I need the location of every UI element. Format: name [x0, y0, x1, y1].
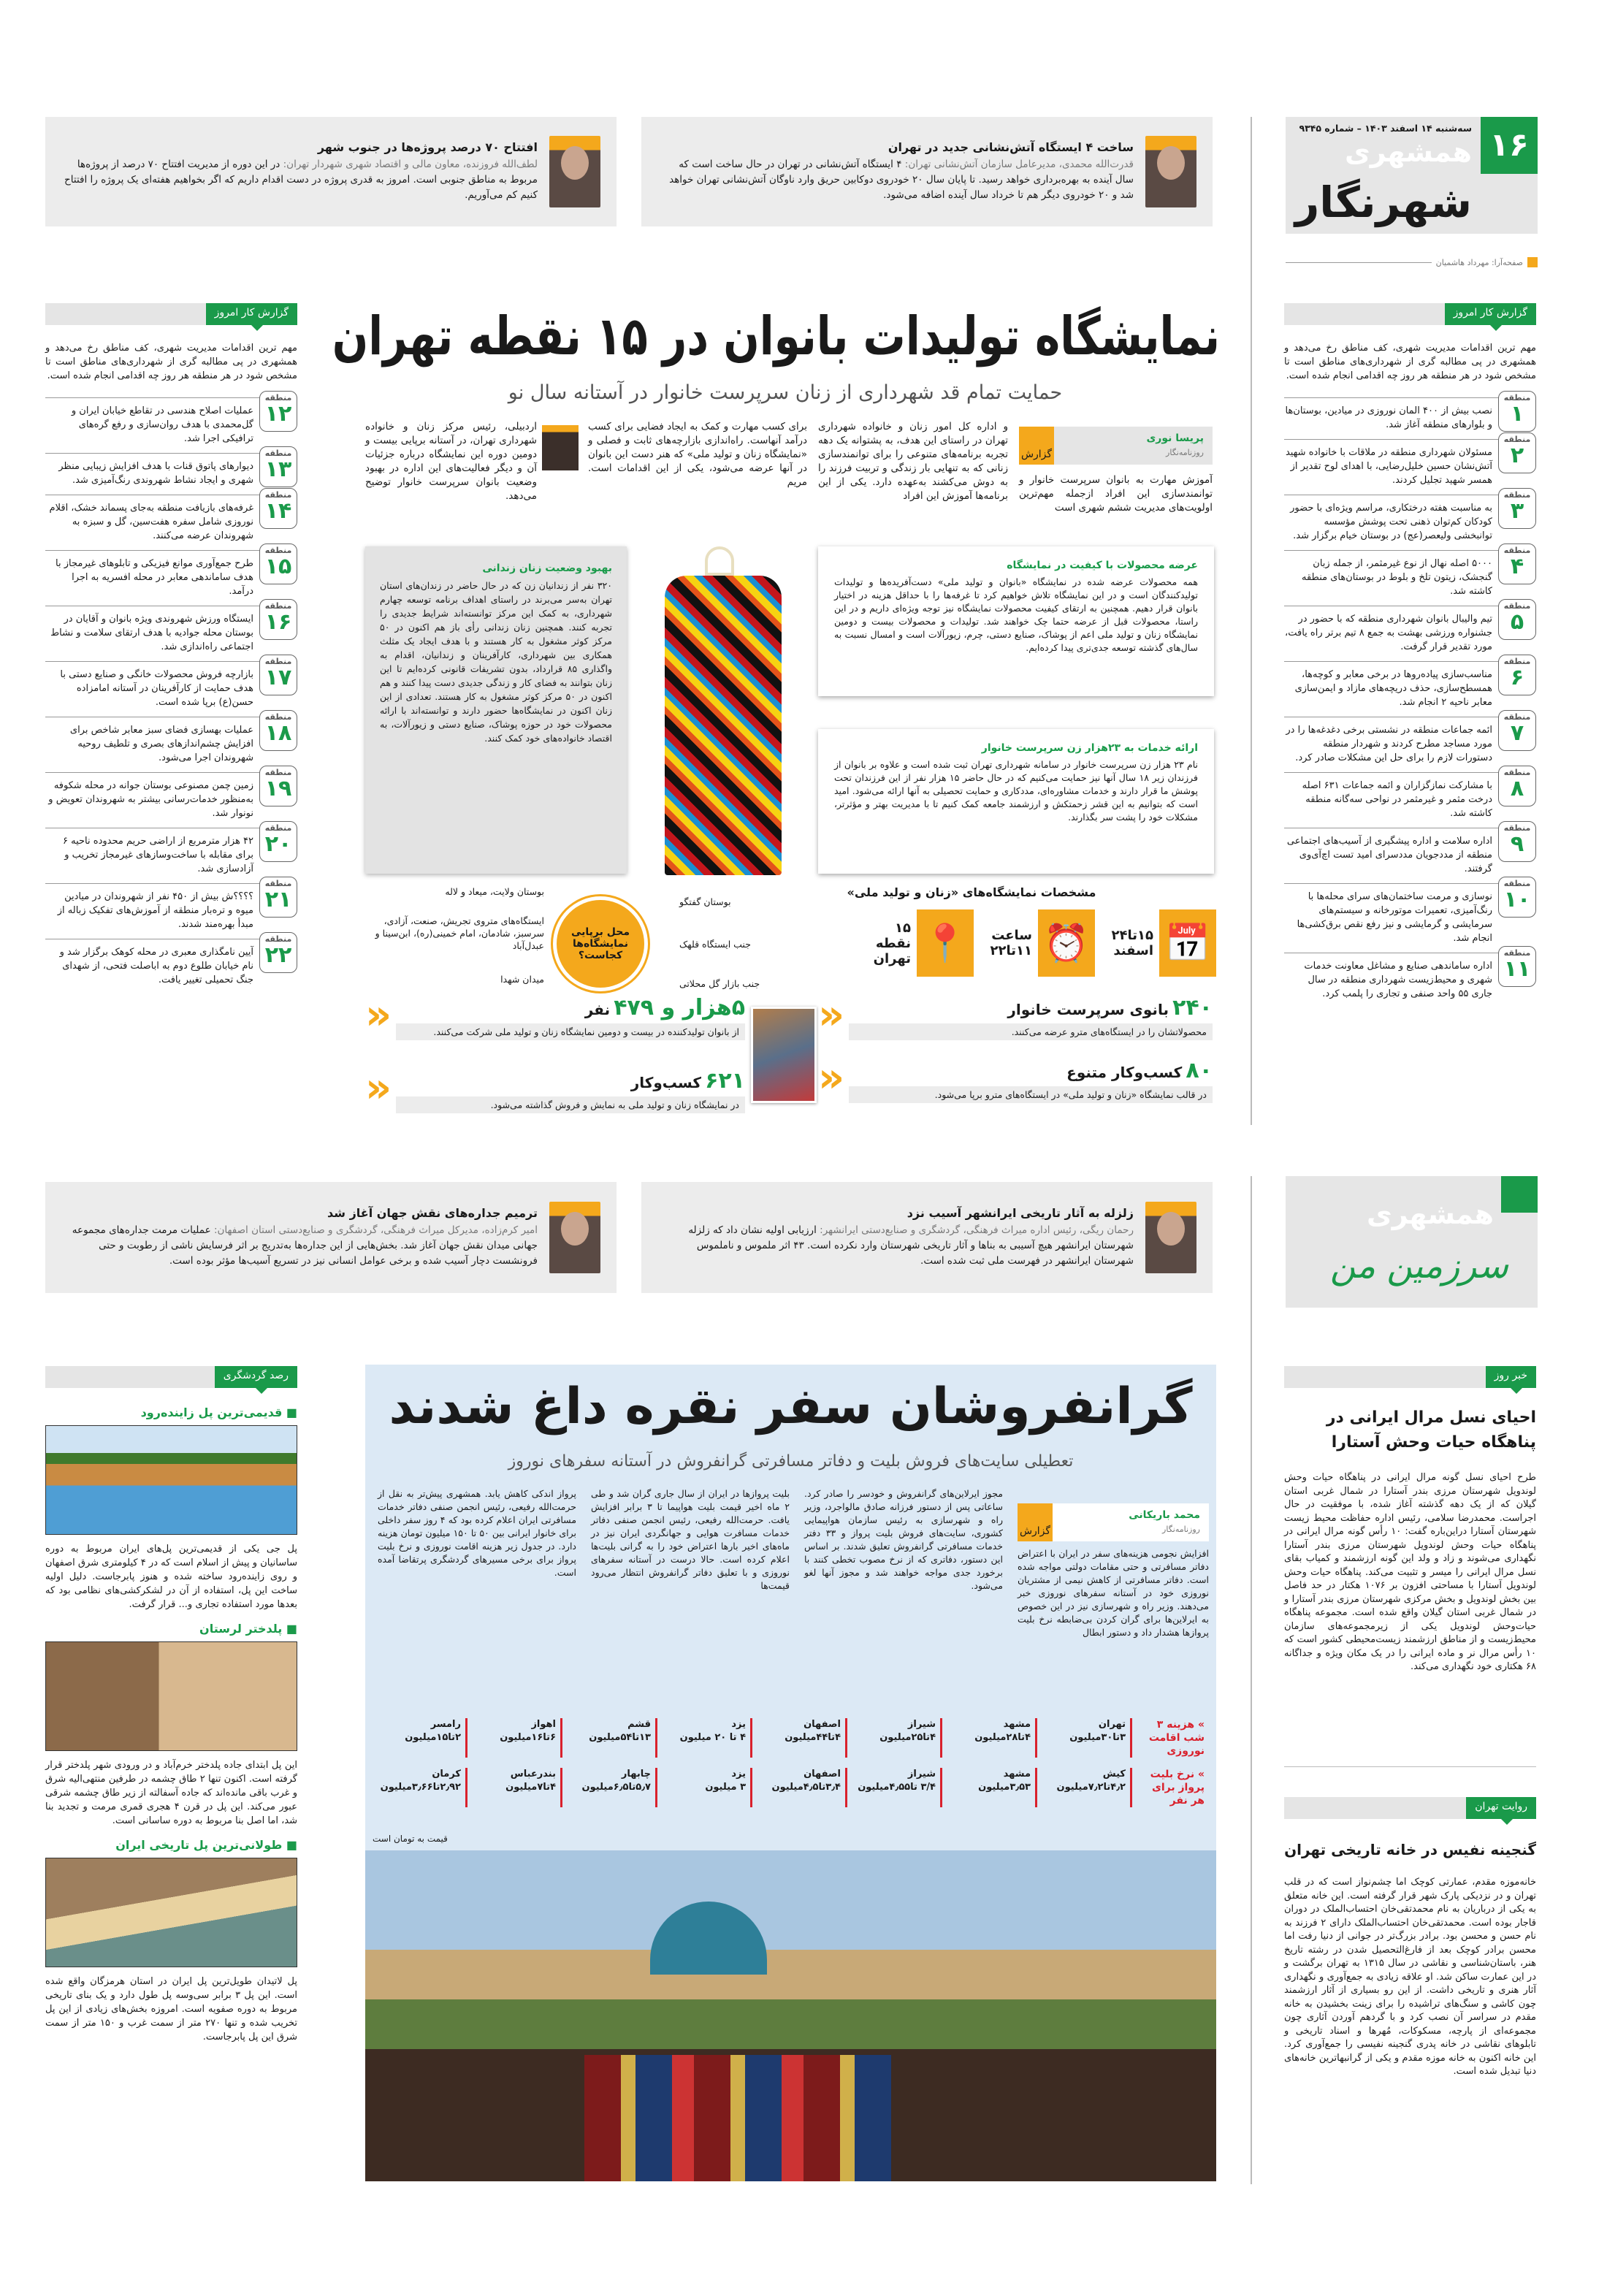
zone-item [45, 490, 297, 543]
interviewee-photo [542, 425, 579, 470]
column-divider [1251, 117, 1252, 1125]
price-cell: یزد ۳ میلیون [657, 1768, 752, 1807]
zone-badge [259, 710, 297, 751]
box-services: ارائه خدمات به ۲۳هزار زن سرپرست خانوار نام ۲۳ هزار زن سرپرست خانوار در سامانه شهرداری تهران ثبت شده است و علاوه بر بانوان از فرزندان زیر ۱۸ سال آنها نیز حمایت می‌کنیم که در حال حاضر ۱۵ هزار نفر از این فرزندان تحت پوشش ما قرار دارند و خدمات مشاوره‌ای، مددکاری و حمایت تحصیلی به آنها ارائه می‌شود. امید است که بتوانیم به این قشر زحمتکش و ارزشمند جامعه کمک کنیم تا با مدیریت بهتر و مؤثرتر، مشکلات خود را پشت سر بگذارند. [818, 729, 1214, 874]
zone-number: ۸ [1510, 776, 1524, 801]
person-photo [549, 1202, 600, 1273]
zone-text: ۵۰۰۰ اصله نهال از نوع غیرمثمر، از جمله زبان گنجشک، زیتون تلخ و بلوط در بوستان‌های منطقه کاشته شد. [1301, 558, 1492, 597]
zone-number: ۱۸ [264, 720, 292, 746]
price-cell: تهران ۳تا۳۰میلیون [1037, 1718, 1132, 1758]
zone-item [45, 823, 297, 876]
price-cell: قشم ۱۳تا۵۴میلیون [562, 1718, 657, 1758]
price-cell: رامسر ۲تا۱۵میلیون [373, 1718, 467, 1758]
article-column: اردبیلی، رئیس مرکز زنان و خانواده شهرداری تهران، در آستانه برپایی بیست و دومین دوره این نمایشگاه درباره جزئیات آن و دیگر فعالیت‌های این اداره در بهبود وضعیت بانوان سرپرست خانوار توضیح می‌دهد. [365, 421, 537, 502]
narrative-title: گنجینه نفیس در خانه تاریخی تهران [1284, 1841, 1536, 1858]
zones-column-right [1284, 303, 1536, 1001]
zone-badge [1498, 544, 1536, 584]
zone-label: منطقه [264, 657, 292, 666]
zone-number: ۶ [1510, 665, 1524, 690]
zone-item [1284, 712, 1536, 765]
zone-badge [1498, 488, 1536, 529]
location-label: بوستان گفتگو [679, 896, 731, 907]
article-column: پرواز اندکی کاهش یابد. همشهری پیش‌تر به نقل از حرمت‌الله رفیعی، رئیس انجمن صنفی دفاتر خدمات مسافرتی ایران اعلام کرده بود که ۴ روز سفر داخلی برای خانوار ایرانی بین ۵۰ تا ۱۵۰ میلیون تومان هزینه دارد. در جدول زیر هزینه اقامت نوروزی و نرخ بلیت پرواز برای برخی مسیرهای گردشگری پرتقاضا آمده است. [378, 1488, 577, 1578]
page-masthead [1286, 117, 1538, 234]
quote-box-iranshahr: زلزله به آثار تاریخی ایرانشهر آسیب نزد رحمان ریگی، رئیس اداره میراث فرهنگی، گردشگری و صنایع‌دستی ایرانشهر: ارزیابی اولیه نشان داد که زلزله شهرستان ایرانشهر هیچ آسیبی به بناها و آثار تاریخی شهرستان وارد نکرده است. ۴۳ اثر ملموس و ناملموس شهرستان ایرانشهر در فهرست ملی ثبت شده است. [641, 1182, 1213, 1293]
infographic-specs: 📅 ۱۵تا۲۴ اسفند ⏰ ساعت ۱۱تا۲۲ 📍 ۱۵ نقطه تهران [833, 909, 1216, 977]
zone-number: ۱۵ [264, 554, 292, 579]
chevron-icon: « [365, 991, 392, 1039]
location-label: ایستگاه‌های متروی تجریش، صنعت، آزادی، سرسبز، شادمان، امام خمینی(ره)، ابن‌سینا و عبدل‌آباد [375, 915, 544, 951]
zones-list [45, 393, 297, 987]
alarm-clock-icon: ⏰ [1038, 909, 1095, 977]
zone-number: ۲۱ [264, 887, 292, 912]
page-masthead-2 [1286, 1176, 1538, 1308]
section-header: گزارش کار امروز [1284, 303, 1536, 325]
zone-text: به مناسبت هفته درختکاری، مراسم ویژه‌ای با حضور کودکان کم‌توان ذهنی تحت پوشش مؤسسه توانبخشی ولیعصر(عج) در بوستان خیام برگزار شد. [1290, 503, 1492, 541]
zone-text: نوسازی و مرمت ساختمان‌های سرای محله‌ها با رنگ‌آمیزی، تعمیرات موتورخانه و سیستم‌های سرمایشی و گرمایشی و نیز رفع نقص برق‌کشی‌ها انجام شد. [1297, 891, 1492, 944]
issue-date: سه‌شنبه ۱۴ اسفند ۱۴۰۳ – شماره ۹۳۴۵ [1299, 123, 1472, 134]
zone-number: ۱۹ [264, 776, 292, 801]
travel-article [365, 1365, 1216, 2181]
zone-label: منطقه [1503, 768, 1531, 777]
stat-item: ۲۴۰ بانوی سرپرست خانوار محصولاتشان را در ایستگاه‌های مترو عرضه می‌کنند. « [818, 991, 1213, 1039]
zone-label: منطقه [264, 449, 292, 458]
zone-badge [1498, 766, 1536, 806]
main-subheadline-2: تعطیلی سایت‌های فروش بلیت و دفاتر مسافرتی گرانفروش در آستانه سفرهای نوروز [508, 1452, 1074, 1471]
article-column: آموزش مهارت به بانوان سرپرست خانوار و توانمندسازی این افراد ازجمله مهم‌ترین اولویت‌های مدیریت ششم شهری است [1019, 474, 1213, 514]
article-column: برای کسب مهارت و کمک به ایجاد فضایی برای کسب درآمد آنهاست. راه‌اندازی بازارچه‌های ثابت و فصلی و «نمایشگاه زنان و تولید ملی» که هنر دست این بانوان در آنها عرضه می‌شود، یکی از این اقدامات است. مریم [588, 421, 807, 488]
person-photo [549, 136, 600, 207]
zone-badge [259, 821, 297, 862]
zone-text: بازارچه فروش محصولات خانگی و صنایع دستی با هدف حمایت از کارآفرینان در آستانه امامزاده حسن(ع) برپا شده است. [60, 669, 253, 708]
zone-label: منطقه [1503, 879, 1531, 888]
main-headline: نمایشگاه تولیدات بانوان در ۱۵ نقطه تهران [332, 305, 1220, 367]
zone-label: منطقه [264, 768, 292, 777]
location-label: جنب ایستگاه قلهک [679, 939, 751, 950]
location-pin-icon: 📍 [917, 909, 974, 977]
zone-badge [1498, 391, 1536, 432]
zone-item [45, 879, 297, 931]
zone-number: ۳ [1510, 498, 1524, 524]
zone-number: ۴ [1510, 554, 1524, 579]
zone-label: منطقه [1503, 657, 1531, 666]
zone-text: دیوارهای پاتوق قنات با هدف افزایش زیبایی منظر شهری و ایجاد نشاط شهروندی رنگ‌آمیزی شد. [58, 461, 253, 486]
zone-item [1284, 879, 1536, 945]
zone-text: ؟؟؟؟ش بیش از ۴۵۰ نفر از شهروندان در میادین میوه و تره‌بار منطقه از آموزش‌های تفکیک زباله از مبدأ بهره‌مند شدند. [57, 891, 253, 930]
zone-badge [1498, 655, 1536, 695]
zone-number: ۱۴ [264, 498, 292, 524]
bridge-photo [45, 1858, 297, 1967]
zone-label: منطقه [1503, 601, 1531, 611]
zone-item [45, 546, 297, 598]
zone-text: آیین نامگذاری معبری در محله کوهک برگزار شد و نام خیابان طلوع دوم به اباصلت فتحی، از شهدای جنگ تحمیلی تغییر یافت. [59, 947, 253, 985]
zones-intro: مهم ترین اقدامات مدیریت شهری، کف مناطق رخ می‌دهد و همشهری در پی مطالبه گری از شهرداری‌های مناطق است تا مشخص شود در هر منطقه هر روز چه اقدامی انجام شده است. [1284, 343, 1536, 381]
zone-text: ائمه جماعات منطقه در نشستی برخی دغدغه‌ها را در مورد مساجد مطرح کردند و شهردار منطقه دستورات لازم را برای حل این مشکلات صادر کرد. [1286, 725, 1492, 763]
designer-credit: صفحه‌آرا: مهرداد هاشمیان [1286, 257, 1538, 267]
zone-item [1284, 546, 1536, 598]
festival-photo [365, 1850, 1216, 2181]
section-header: رصد گردشگری [45, 1366, 297, 1388]
zone-number: ۵ [1510, 609, 1524, 635]
zone-text: تیم والیبال بانوان شهرداری منطقه که با حضور در جشنواره ورزشی بهشت به جمع ۸ تیم برتر راه یافت، مورد تقدیر قرار گرفت. [1285, 614, 1492, 652]
box-prison: بهبود وضعیت زنان زندانی ۳۲۰ نفر از زندانیان زن که در حال حاضر در زندان‌های استان تهران به‌سر می‌برند در راستای اهداف برنامه توسعه چهارم شهرداری، به کمک این مرکز توانسته‌اند شرایط جدیدی را تجربه کنند. همچنین زنان زندانی رأی باز هم اکنون در ۵۰ مرکز کوثر مشغول به کار هستند و با هدف ایجاد یک مثلث همکاری بین شهرداری، کارآفرینان و زندانیان، اقدام به واگذاری ۸۵ قرارداد، بدون تشریفات قانونی کرده‌ایم تا این زنان بتوانند به فضای کار و زندگی جدیدی دست پیدا کنند و هم اکنون در ۵۰ مرکز کوثر مشغول به کار هستند. تعدادی از این زنان اکنون در نمایشگاه‌ها حضور دارند و توانسته‌اند با ارائه محصولات خود در حوزه پوشاک، صنایع دستی و زیورآلات، به اقتصاد خانواده‌های خود کمک کنند. [365, 546, 627, 874]
zone-number: ۱۷ [264, 665, 292, 690]
zone-item [1284, 948, 1536, 1001]
zone-item [1284, 601, 1536, 654]
byline: محمد باریکانی روزنامه‌نگار گزارش [1018, 1503, 1209, 1541]
zone-number: ۱ [1510, 401, 1524, 427]
location-label: میدان شهدا [500, 974, 544, 985]
zone-text: عملیات بهسازی فضای سبز معابر شاخص برای افزایش چشم‌اندازهای بصری و تلطیف روحیه شهروندان اجرا می‌شود. [69, 725, 253, 763]
locations-circle: محل برپایی نمایشگاه‌ها کجاست؟ [557, 900, 644, 988]
zone-item [45, 712, 297, 765]
zone-badge [259, 391, 297, 432]
price-row-label: » هزینه ۳ شب اقامت نوروزی [1148, 1719, 1205, 1757]
zones-column-left [45, 303, 297, 987]
zone-text: اداره سلامت و اداره پیشگیری از آسیب‌های اجتماعی منطقه از مددجویان مددسرای امید تست اچ‌آی‌وی گرفتند. [1286, 836, 1492, 874]
zone-item [45, 393, 297, 446]
zone-number: ۹ [1510, 831, 1524, 857]
zone-badge [1498, 599, 1536, 640]
price-table [373, 1708, 1209, 1818]
zone-badge [1498, 946, 1536, 987]
credit-marker-icon [1527, 257, 1538, 267]
price-row-label: » نرخ بلیت پرواز برای هر نفر [1150, 1769, 1205, 1807]
logo-watermark: همشهری [1344, 136, 1472, 168]
article-column: بلیت پروازها در ایران از سال جاری گران شد و طی ۲ ماه اخیر قیمت بلیت هواپیما تا ۳ برابر افزایش یافت. حرمت‌الله رفیعی، رئیس انجمن صنفی دفاتر خدمات مسافرت هوایی و جهانگردی ایران نیز در ماه‌های اخیر بارها اعتراض خود را به گرانی بلیت‌ها اعلام کرده است. حالا درست در آستانه سفرهای نوروزی و با تعلیق دفاتر گرانفروش انتظار می‌رود قیمت‌ها [591, 1488, 790, 1591]
zone-badge [1498, 432, 1536, 473]
main-subheadline: حمایت تمام قد شهرداری از زنان سرپرست خانوار در آستانه سال نو [508, 381, 1063, 404]
main-headline-2: گرانفروشان سفر نقره داغ شدند [389, 1378, 1193, 1435]
zone-text: زمین چمن مصنوعی بوستان جوانه در محله شکوفه به‌منظور خدمات‌رسانی بیشتر به شهروندان تعویض و نونوار شد. [48, 780, 253, 819]
zone-badge [1498, 710, 1536, 751]
tourism-item-title: ■ قدیمی‌ترین پل زاینده‌رود [45, 1406, 297, 1419]
zone-badge [259, 599, 297, 640]
quote-box-south-projects: افتتاح ۷۰ درصد پروژه‌ها در جنوب شهر لطف‌الله فروزنده، معاون مالی و اقتصاد شهری شهردار تهران: در این دوره از مدیریت افتتاح ۷۰ درصد از پروژه‌ها مربوط به مناطق جنوبی است. امروز به قدری پروژه در دست اقدام داریم که اگر بخواهیم هفته‌ای یک پروژه را افتتاح کنیم کم می‌آوریم. [45, 117, 617, 226]
zone-label: منطقه [1503, 546, 1531, 555]
tourism-item-title: ■ پلدختر لرستان [45, 1622, 297, 1636]
person-photo [1145, 136, 1196, 207]
zone-badge [1498, 877, 1536, 918]
column-divider [1251, 1176, 1252, 2184]
price-cell: مشهد ۳٫۵۳میلیون [942, 1768, 1037, 1807]
zone-label: منطقه [1503, 948, 1531, 958]
zone-item [1284, 490, 1536, 543]
zone-item [1284, 823, 1536, 876]
price-cell: اصفهان ۳٫۴تا۴٫۵میلیون [752, 1768, 847, 1807]
person-photo [1145, 1202, 1196, 1273]
zone-badge [1498, 821, 1536, 862]
quote-box-fire-stations: ساخت ۴ ایستگاه آتش‌نشانی جدید در تهران قدرت‌الله محمدی، مدیرعامل سازمان آتش‌نشانی تهران: ۴ ایستگاه آتش‌نشانی در تهران در حال ساخت است که سال آینده به بهره‌برداری خواهد رسید. تا پایان سال ۲۰ خودروی دوکابین حریق وارد ناوگان آتش‌نشانی تهران خواهد شد و ۲۰ خودروی دیگر هم تا خرداد سال آینده اضافه می‌شود. [641, 117, 1213, 226]
page-number: ۱۶ [1481, 117, 1538, 174]
zone-label: منطقه [264, 546, 292, 555]
zone-text: مسئولان شهرداری منطقه در ملاقات با خانواده شهید آتش‌نشان حسین خلیل‌رضایی، با اهدای لوح تقدیر از همسر شهید تجلیل کردند. [1285, 447, 1492, 486]
zone-text: ۴۲ هزار مترمربع از اراضی حریم محدوده ناحیه ۶ برای مقابله با ساخت‌وسازهای غیرمجاز تخریب و آزادسازی شد. [63, 836, 253, 874]
zone-text: ایستگاه ورزش شهروندی ویژه بانوان و آقایان در بوستان محله جوادیه با هدف ارتقای سلامت و نشاط اجتماعی راه‌اندازی شد. [50, 614, 253, 652]
rule [1284, 1766, 1536, 1767]
calendar-icon: 📅 [1159, 909, 1216, 977]
logo-watermark: همشهری [1366, 1198, 1494, 1230]
zones-intro: مهم ترین اقدامات مدیریت شهری، کف مناطق رخ می‌دهد و همشهری در پی مطالبه گری از شهرداری‌های مناطق است تا مشخص شود در هر منطقه هر روز چه اقدامی انجام شده است. [45, 343, 297, 381]
zone-number: ۲۲ [264, 942, 292, 968]
garment-photo [635, 546, 807, 879]
price-row [373, 1768, 1209, 1807]
zone-text: با مشارکت نمازگزاران و ائمه جماعات ۶۳۱ اصله درخت مثمر و غیرمثمر در نواحی سه‌گانه منطقه کاشته شد. [1302, 780, 1492, 819]
zone-text: اداره ساماندهی صنایع و مشاغل معاونت خدمات شهری و محیط‌زیست شهرداری منطقه در سال جاری ۵۵ واحد صنفی و تجاری را پلمب کرد. [1304, 961, 1492, 999]
chevron-icon: « [365, 1064, 392, 1112]
article-column: و اداره کل امور زنان و خانواده شهرداری تهران در راستای این هدف، به پشتوانه یک دهه تجربه برنامه‌های متنوعی را برای توانمندسازی زنانی که به تنهایی بار زندگی و تربیت فرزند را به دوش می‌کشند به‌عهده دارد. یکی از این برنامه‌ها آموزش این افراد [818, 421, 1008, 502]
chevron-icon: « [818, 991, 845, 1039]
exhibition-photo [751, 1007, 817, 1103]
stat-item: ۵هزار و ۴۷۹ نفر از بانوان تولیدکننده در بیست و دومین نمایشگاه زنان و تولید ملی شرکت می‌کنند. « [365, 991, 745, 1039]
zone-number: ۲۰ [264, 831, 292, 857]
price-cell: اصفهان ۴تا۴۴میلیون [752, 1718, 847, 1758]
zone-label: منطقه [1503, 435, 1531, 444]
section-header: روایت تهران [1284, 1797, 1536, 1819]
news-title: احیای نسل مرال ایرانی در پناهگاه حیات وحش آستارا [1326, 1408, 1536, 1452]
price-cell: یزد ۴ تا ۲۰ میلیون [657, 1718, 752, 1758]
article-column: مجوز ایرلاین‌های گرانفروش و خودسر را صادر کرد. ساعاتی پس از دستور فرزانه صادق مالواجرد، وزیر راه و شهرسازی به رئیس سازمان هواپیمایی کشوری، سایت‌های فروش بلیت پرواز و ۳۳ دفتر خدمات مسافرتی گرانفروش تعلیق شدند. بر اساس این دستور، دفاتری که از نرخ مصوب تخطی کنند با برخورد جدی مواجه خواهند شد و مجوز آنها لغو می‌شود. [804, 1488, 1004, 1591]
zone-number: ۱۲ [264, 401, 292, 427]
zone-label: منطقه [264, 393, 292, 403]
zone-label: منطقه [1503, 490, 1531, 500]
zone-label: منطقه [264, 712, 292, 722]
price-cell: کیش ۴٫۲تا۷٫۲میلیون [1037, 1768, 1132, 1807]
zone-text: طرح جمع‌آوری موانع فیزیکی و تابلوهای غیرمجاز با هدف ساماندهی معابر در محله افسریه به اجرا درآمد. [56, 558, 253, 597]
zone-badge [259, 446, 297, 487]
zone-text: نصب بیش از ۴۰۰ المان نوروزی در میادین، بوستان‌ها و بلوارهای منطقه آغاز شد. [1285, 405, 1492, 430]
section-logo: سرزمین من [1329, 1246, 1508, 1286]
zone-text: غرفه‌های بازیافت منطقه به‌جای پسماند خشک، اقلام نوروزی شامل سفره هفت‌سین، گل و سبزه به شهروندان عرضه می‌کنند. [49, 503, 253, 541]
zone-badge [259, 488, 297, 529]
stat-item: ۶۲۱ کسب‌وکار در نمایشگاه زنان و تولید ملی به نمایش و فروش گذاشته می‌شود. « [365, 1064, 745, 1112]
zone-item [45, 449, 297, 487]
zone-item [1284, 435, 1536, 487]
zones-list [1284, 393, 1536, 1001]
zone-number: ۱۶ [264, 609, 292, 635]
zone-item [1284, 393, 1536, 432]
zone-text: عملیات اصلاح هندسی در تقاطع خیابان ایران و گل‌محمدی با هدف روان‌سازی و رفع گره‌های ترافیکی اجرا شد. [71, 405, 253, 444]
zone-item [45, 601, 297, 654]
price-row [373, 1718, 1209, 1758]
zone-number: ۱۱ [1503, 956, 1531, 982]
zone-label: منطقه [264, 823, 292, 833]
zone-item [1284, 657, 1536, 709]
zone-badge [259, 544, 297, 584]
location-label: جنب بازار گل محلاتی [679, 978, 760, 989]
price-cell: کرمان ۲٫۹۲تا۳٫۶۶میلیون [373, 1768, 467, 1807]
zone-label: منطقه [264, 934, 292, 944]
zone-label: منطقه [1503, 823, 1531, 833]
bridge-photo [45, 1425, 297, 1535]
zone-item [45, 934, 297, 987]
narrative-body: خانه‌موزه مقدم، عمارتی کوچک اما چشم‌نواز است که در قلب تهران و در نزدیکی پارک شهر قرار گرفته است. این خانه متعلق به یکی از درباریان به نام محمدتقی‌خان احتساب‌الملک در دوران قاجار بوده است. محمدتقی‌خان احتساب‌الملک دارای ۲ فرزند به نام حسن و محسن بود. برادر بزرگ‌تر در جوانی از دنیا رفت اما محسن برادر کوچک بعد از فارغ‌التحصیل شدن در رشته تاریخ هنر، باستان‌شناسی و نقاشی در سال ۱۳۱۵ به تهران برگشت و در این عمارت ساکن شد. او علاقه زیادی به جمع‌آوری و نگهداری آثار هنری و تاریخی داشت. از این رو بسیاری از آثار ارزشمند چون کاشی و سنگ‌های تراشیده را برای زینت بخشیدن به خانه مقدم در سراسر آن نصب کرد و با گردهم آوردن آثاری چون مجموعه‌ای از پارچه، مسکوکات، مُهرها و اسناد تاریخی و تابلوهای نقاشی در خانه پدری گنجینه نفیسی را جمع‌آوری کرد. این خانه اکنون به خانه موزه مقدم و یکی از گرانبهاترین خانه‌های دنیا تبدیل شده است. [1284, 1877, 1537, 2077]
infographic-title: مشخصات نمایشگاه‌های «زنان و تولید ملی» [847, 885, 1096, 899]
zone-item [45, 657, 297, 709]
tourism-item-title: ■ طولانی‌ترین پل تاریخی ایران [45, 1838, 297, 1852]
zone-label: منطقه [1503, 393, 1531, 403]
location-label: بوستان ولایت، میعاد و لاله [445, 886, 544, 897]
zone-badge [259, 877, 297, 918]
tehran-narrative [1284, 1797, 1536, 2079]
zone-badge [259, 932, 297, 973]
zone-label: منطقه [264, 601, 292, 611]
section-logo: شهرنگار [1294, 178, 1472, 227]
article-column: افزایش نجومی هزینه‌های سفر در ایران با اعتراض دفاتر مسافرتی و حتی مقامات دولتی مواجه شده است. دفاتر مسافرتی از کاهش نیمی از مشتریان نوروزی خود در آستانه سفرهای نوروزی خبر می‌دهند. وزیر راه و شهرسازی نیز در این خصوص به ایرلاین‌ها برای گران کردن بی‌ضابطه نرخ بلیت پروازها هشدار داد و دستور ابطال [1018, 1548, 1209, 1638]
zone-item [45, 768, 297, 820]
section-header: خبر روز [1284, 1366, 1536, 1388]
price-cell: شیراز ۴تا۲۵میلیون [847, 1718, 942, 1758]
price-cell: بندرعباس ۴تا۷میلیون [467, 1768, 562, 1807]
price-cell: چابهار ۵٫۷تا۶٫۵میلیون [562, 1768, 657, 1807]
news-body: طرح احیای نسل گونه مرال ایرانی در پناهگاه حیات وحش لوندویل شهرستان مرزی بندر آستارا در شمال غربی استان گیلان که از یک دهه گذشته آغاز شده، با موفقیت در حال اجراست. محمدرضا سلامی، رئیس اداره حفاظت محیط زیست شهرستان آستارا دراین‌باره گفت: ۱۰ رأس گونه مرال ایرانی در پناهگاه حیات وحش لوندویل شهرستان مرزی بندر آستارا نگهداری می‌شوند و زاد و ولد این گونه ارزشمند و کمیاب بقای نسل مرال ایرانی را میسر و تثبیت می‌کند. پناهگاه حیات وحش لوندویل آستارا با مساحتی افزون بر ۱۰۷۶ هکتار در حد فاصل بین بخش لوندویل و بخش مرکزی شهرستان مرزی بندر آستارا و در شمال غربی استان گیلان واقع شده است. مجموعه پناهگاه حیات‌وحش لوندویل یکی از زیرمجموعه‌های سازمان محیط‌زیست و از مناطق ارزشمند زیست‌محیطی کشور است که ۱۰ رأس مرال نر و ماده ایرانی را در یک مکان ویژه و جداگانه ۶۸ هکتاری خود نگهداری می‌کند. [1284, 1472, 1536, 1672]
zone-number: ۲ [1510, 443, 1524, 468]
chevron-icon: « [818, 1054, 845, 1102]
zone-number: ۱۰ [1503, 887, 1531, 912]
price-cell: مشهد ۴تا۲۸میلیون [942, 1718, 1037, 1758]
news-of-day [1284, 1366, 1536, 1674]
stat-item: ۸۰ کسب‌وکار متنوع در قالب نمایشگاه «زنان و تولید ملی» در ایستگاه‌های مترو برپا می‌شود. « [818, 1054, 1213, 1102]
price-note: قیمت به تومان است [373, 1834, 448, 1844]
bridge-photo [45, 1641, 297, 1751]
tourism-column: رصد گردشگری ■ قدیمی‌ترین پل زاینده‌رود پل جی یکی از قدیمی‌ترین پل‌های ایران مربوط به دوره ساسانیان و پیش از اسلام است که در ۴ کیلومتری شرق اصفهان و روی زاینده‌رود ساخته شده و هنوز پابرجاست. دلیل اولیه ساخت این پل، استفاده از آن در لشکرکشی‌های نظامی بود که بعدها مورد استفاده تجاری و... قرار گرفت. ■ پلدختر لرستان این پل ابتدای جاده پلدختر خرم‌آباد و در ورودی شهر پلدختر قرار گرفته است. اکنون تنها ۲ طاق چشمه در طرفین منتهی‌الیه شرق و غرب باقی مانده‌اند که جاده آسفالته از زیر طاق چشمه شرقی عبور می‌کند. این پل در قرن ۴ هجری قمری مرمت و تجدید بنا شد، اما اصل بنا مربوط به دوره ساسانی است. ■ طولانی‌ترین پل تاریخی ایران پل لاتیدان طویل‌ترین پل ایران در استان هرمزگان واقع شده است. این پل ۳ برابر سی‌وسه پل طول دارد و یک بنای تاریخی مربوط به دوره صفویه است. امروزه بخش‌های زیادی از این پل تخریب شده و تنها ۲۷۰ متر از سمت غرب و ۱۵۰ متر از سمت شرق این پل پابرجاست. [45, 1366, 297, 2044]
price-cell: اهواز ۶تا۱۶میلیون [467, 1718, 562, 1758]
zone-number: ۷ [1510, 720, 1524, 746]
green-flag [1501, 1176, 1538, 1213]
zone-badge [259, 766, 297, 806]
box-quality: عرضه محصولات با کیفیت در نمایشگاه همه محصولات عرضه شده در نمایشگاه «بانوان و تولید ملی» دست‌آفریده‌ها و تولیدات تولیدکنندگان است و در این نمایشگاه تلاش خواهیم کرد تا غرفه‌ها را با حداقل هزینه در اختیار بانوان قرار دهیم. همچنین به ارتقای کیفیت محصولات نمایشگاه نیز توجه ویژه‌ای داریم و در این راستا، محصولات قبل از عرضه حتما چک خواهند شد. تولیدات و محصولات بیست و دومین نمایشگاه زنان و تولید ملی اعم از پوشاک، صنایع دستی، چرم، زیورآلات است و امسال نسبت به سال‌های گذشته توسعه جدی‌تری پیدا کرده‌ایم. [818, 546, 1214, 696]
byline: پریسا نوری روزنامه‌نگار گزارش [1019, 427, 1213, 465]
section-header: گزارش کار امروز [45, 303, 297, 325]
zone-text: مناسب‌سازی پیاده‌روها در برخی معابر و کوچه‌ها، همسطح‌سازی، حذف دریچه‌های مازاد و ایمن‌سازی معابر ناحیه ۲ انجام شد. [1294, 669, 1492, 708]
zone-label: منطقه [264, 879, 292, 888]
zone-label: منطقه [264, 490, 292, 500]
price-cell: شیراز ۳/۴ تا۴٫۵۵میلیون [847, 1768, 942, 1807]
zone-label: منطقه [1503, 712, 1531, 722]
quote-box-naqsh-jahan: ترمیم جداره‌های نقش جهان آغاز شد امیر کرم‌زاده، مدیرکل میراث فرهنگی، گردشگری و صنایع‌دستی استان اصفهان: عملیات مرمت جداره‌های مجموعه جهانی میدان نقش جهان آغاز شد. بخش‌هایی از این جداره‌ها به‌تدریج بر اثر فرسایش ناشی از رطوبت و حتی فرونشست دچار آسیب شده و برخی عوامل انسانی نیز در تسریع آسیب‌ها مؤثر بوده است. [45, 1182, 617, 1293]
zone-number: ۱۳ [264, 457, 292, 482]
zone-item [1284, 768, 1536, 820]
zone-badge [259, 655, 297, 695]
